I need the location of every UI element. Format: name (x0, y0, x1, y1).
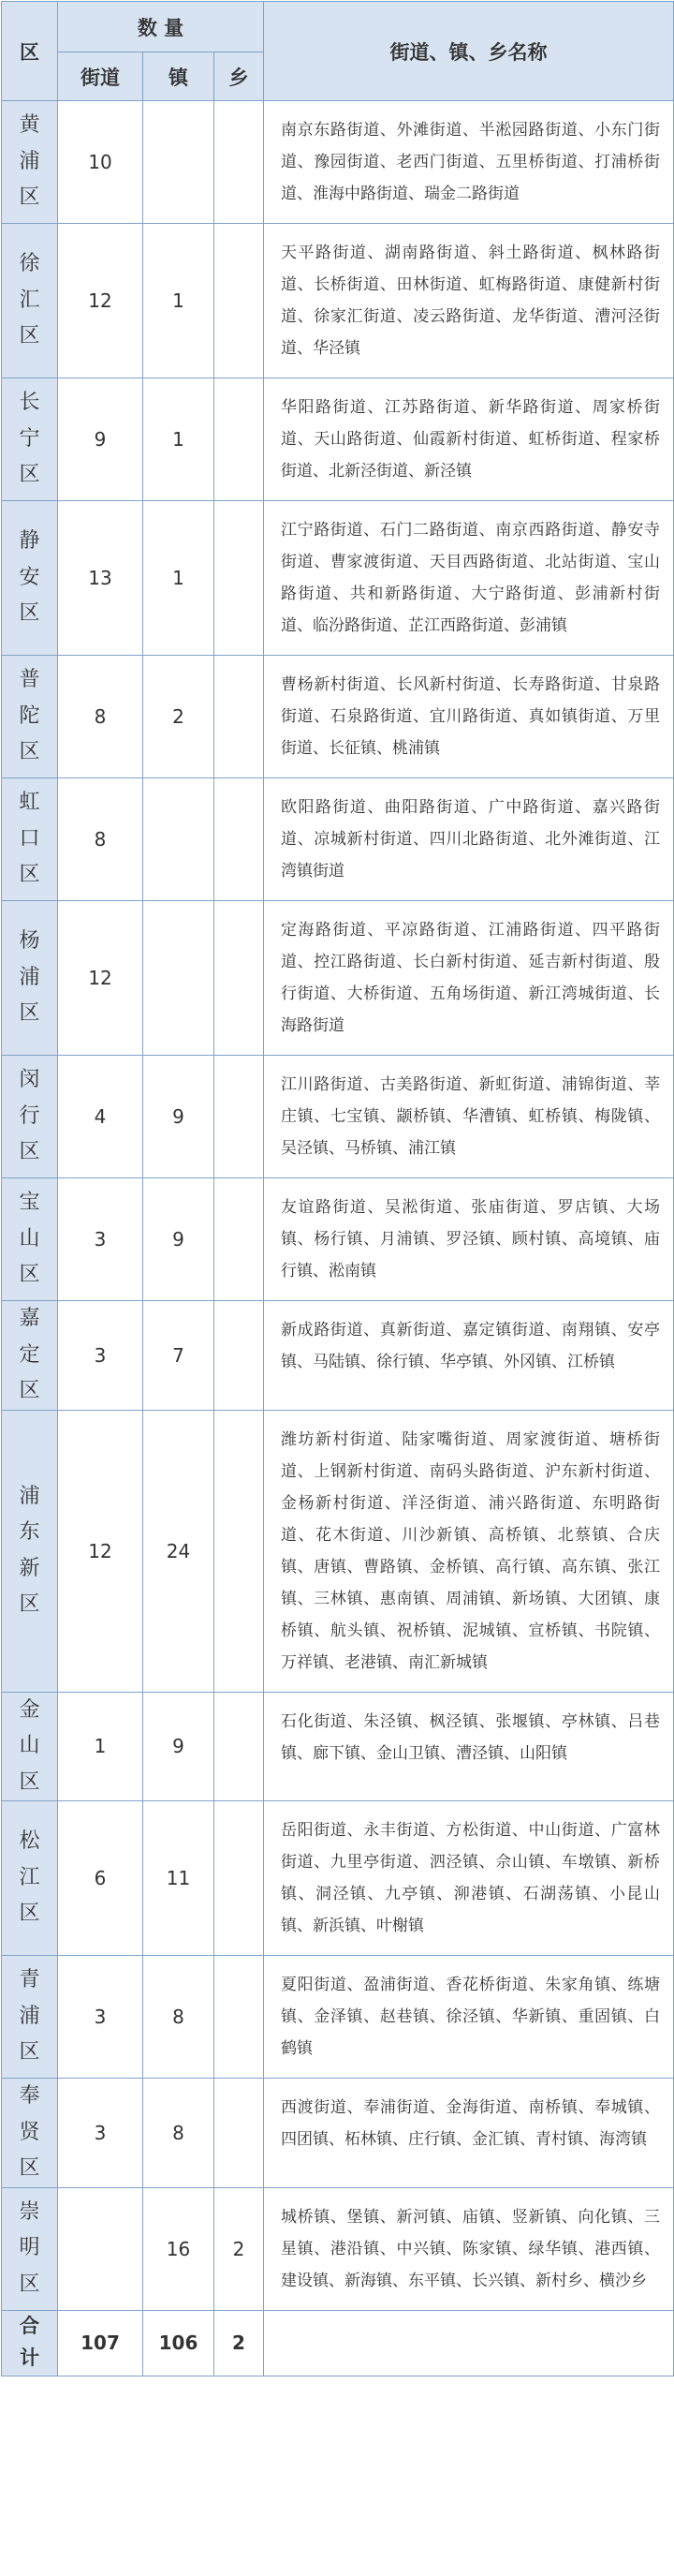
district-char: 松 (19, 1829, 40, 1854)
town-count: 9 (143, 1056, 214, 1178)
town-count: 16 (143, 2187, 214, 2310)
district-char: 黄 (19, 113, 40, 138)
district-name (2, 1056, 58, 1178)
header-names: 街道、镇、乡名称 (264, 2, 674, 101)
table-row (2, 2079, 674, 2188)
street-count: 1 (58, 1692, 143, 1801)
district-char: 浦 (19, 1484, 40, 1508)
district-char: 口 (19, 826, 40, 851)
district-char: 山 (19, 1226, 40, 1251)
district-char: 汇 (19, 288, 40, 312)
township-count (214, 501, 264, 656)
table-row (2, 101, 674, 224)
street-count: 4 (58, 1056, 143, 1178)
township-count (214, 2079, 264, 2188)
district-char: 普 (19, 668, 40, 692)
table-row (2, 656, 674, 778)
table-row (2, 1801, 674, 1956)
district-char: 区 (19, 1140, 40, 1164)
table-row (2, 2187, 674, 2310)
district-char: 浦 (19, 149, 40, 173)
district-char: 区 (19, 1001, 40, 1026)
township-count (214, 1956, 264, 2079)
township-count (214, 1301, 264, 1411)
township-count (214, 224, 264, 378)
town-count: 1 (143, 501, 214, 656)
table-row (2, 1956, 674, 2079)
township-count (214, 1410, 264, 1692)
district-name (2, 901, 58, 1056)
township-count: 2 (214, 2187, 264, 2310)
district-name (2, 1301, 58, 1411)
district-name (2, 656, 58, 778)
header-township: 乡 (214, 52, 264, 101)
district-char: 宁 (19, 426, 40, 451)
total-street: 107 (58, 2310, 143, 2376)
township-count (214, 778, 264, 901)
subdivision-names: 南京东路街道、外滩街道、半淞园路街道、小东门街道、豫园街道、老西门街道、五里桥街道、打浦桥街道、淮海中路街道、瑞金二路街道 (264, 101, 674, 224)
district-char: 江 (19, 1865, 40, 1889)
subdivision-names: 曹杨新村街道、长风新村街道、长寿路街道、甘泉路街道、石泉路街道、宜川路街道、真如镇街道、万里街道、长征镇、桃浦镇 (264, 656, 674, 778)
district-char: 新 (19, 1556, 40, 1580)
district-char: 浦 (19, 2004, 40, 2028)
street-count: 12 (58, 1410, 143, 1692)
district-char: 贤 (19, 2120, 40, 2144)
township-count (214, 901, 264, 1056)
district-char: 东 (19, 1520, 40, 1544)
town-count: 8 (143, 2079, 214, 2188)
district-char: 区 (19, 2156, 40, 2180)
district-name (2, 1692, 58, 1801)
street-count: 13 (58, 501, 143, 656)
header-count: 数 量 (58, 2, 264, 52)
district-char: 区 (19, 863, 40, 887)
district-char: 区 (19, 185, 40, 210)
township-count (214, 1178, 264, 1301)
street-count: 3 (58, 1301, 143, 1411)
district-name (2, 501, 58, 656)
district-char: 区 (19, 740, 40, 764)
total-label (2, 2310, 58, 2376)
subdivision-names: 城桥镇、堡镇、新河镇、庙镇、竖新镇、向化镇、三星镇、港沿镇、中兴镇、陈家镇、绿华镇、港西镇、建设镇、新海镇、东平镇、长兴镇、新村乡、横沙乡 (264, 2187, 674, 2310)
town-count: 24 (143, 1410, 214, 1692)
district-name (2, 378, 58, 501)
street-count: 6 (58, 1801, 143, 1956)
table-row (2, 501, 674, 656)
subdivision-names: 西渡街道、奉浦街道、金海街道、南桥镇、奉城镇、四团镇、柘林镇、庄行镇、金汇镇、青村镇、海湾镇 (264, 2079, 674, 2188)
subdivision-names: 定海路街道、平凉路街道、江浦路街道、四平路街道、控江路街道、长白新村街道、延吉新村街道、殷行街道、大桥街道、五角场街道、新江湾城街道、长海路街道 (264, 901, 674, 1056)
district-char: 明 (19, 2236, 40, 2260)
township-count (214, 1692, 264, 1801)
district-char: 定 (19, 1342, 40, 1367)
street-count (58, 2187, 143, 2310)
district-char: 虹 (19, 791, 40, 815)
subdivision-names: 新成路街道、真新街道、嘉定镇街道、南翔镇、安亭镇、马陆镇、徐行镇、华亭镇、外冈镇、江桥镇 (264, 1301, 674, 1411)
header-town: 镇 (143, 52, 214, 101)
township-count (214, 656, 264, 778)
district-char: 金 (19, 1697, 40, 1722)
header-district: 区 (2, 2, 58, 101)
table-row (2, 1178, 674, 1301)
subdivision-names: 石化街道、朱泾镇、枫泾镇、张堰镇、亭林镇、吕巷镇、廊下镇、金山卫镇、漕泾镇、山阳镇 (264, 1692, 674, 1801)
township-count (214, 1801, 264, 1956)
table-row (2, 1692, 674, 1801)
street-count: 12 (58, 224, 143, 378)
subdivision-names: 华阳路街道、江苏路街道、新华路街道、周家桥街道、天山路街道、仙霞新村街道、虹桥街道、程家桥街道、北新泾街道、新泾镇 (264, 378, 674, 501)
township-count (214, 1056, 264, 1178)
district-char: 区 (19, 463, 40, 487)
district-name (2, 1410, 58, 1692)
district-name (2, 101, 58, 224)
district-char: 区 (19, 1769, 40, 1794)
subdivision-names: 潍坊新村街道、陆家嘴街道、周家渡街道、塘桥街道、上钢新村街道、南码头路街道、沪东新村街道、金杨新村街道、洋泾街道、浦兴路街道、东明路街道、花木街道、川沙新镇、高桥镇、北蔡镇、合庆镇、唐镇、曹路镇、金桥镇、高行镇、高东镇、张江镇、三林镇、惠南镇、周浦镇、新场镇、大团镇、康桥镇、航头镇、祝桥镇、泥城镇、宣桥镇、书院镇、万祥镇、老港镇、南汇新城镇 (264, 1410, 674, 1692)
town-count (143, 901, 214, 1056)
district-char: 青 (19, 1968, 40, 1992)
district-char: 区 (19, 1902, 40, 1926)
street-count: 10 (58, 101, 143, 224)
district-char: 区 (19, 601, 40, 626)
district-char: 嘉 (19, 1307, 40, 1330)
district-char: 区 (19, 2040, 40, 2065)
district-char: 静 (19, 529, 40, 554)
district-name (2, 224, 58, 378)
subdivision-names: 天平路街道、湖南路街道、斜土路街道、枫林路街道、长桥街道、田林街道、虹梅路街道、康健新村街道、徐家汇街道、凌云路街道、龙华街道、漕河泾街道、华泾镇 (264, 224, 674, 378)
district-char: 奉 (19, 2084, 40, 2108)
district-char: 长 (19, 391, 40, 415)
street-count: 8 (58, 778, 143, 901)
street-count: 3 (58, 1178, 143, 1301)
district-name (2, 1178, 58, 1301)
district-char: 区 (19, 1379, 40, 1402)
district-char: 闵 (19, 1068, 40, 1092)
subdivision-names: 欧阳路街道、曲阳路街道、广中路街道、嘉兴路街道、凉城新村街道、四川北路街道、北外滩街道、江湾镇街道 (264, 778, 674, 901)
district-name (2, 1801, 58, 1956)
town-count: 1 (143, 224, 214, 378)
table-row (2, 1301, 674, 1411)
township-count (214, 378, 264, 501)
district-char: 区 (19, 2272, 40, 2296)
town-count: 11 (143, 1801, 214, 1956)
table-row (2, 1056, 674, 1178)
street-count: 3 (58, 1956, 143, 2079)
district-char: 浦 (19, 965, 40, 989)
subdivision-names: 江川路街道、古美路街道、新虹街道、浦锦街道、莘庄镇、七宝镇、颛桥镇、华漕镇、虹桥镇、梅陇镇、吴泾镇、马桥镇、浦江镇 (264, 1056, 674, 1178)
district-name (2, 1956, 58, 2079)
town-count: 1 (143, 378, 214, 501)
district-char: 区 (19, 1263, 40, 1287)
street-count: 9 (58, 378, 143, 501)
district-name (2, 2187, 58, 2310)
town-count: 8 (143, 1956, 214, 2079)
table-row (2, 778, 674, 901)
district-char: 宝 (19, 1191, 40, 1215)
street-count: 8 (58, 656, 143, 778)
subdivision-names: 夏阳街道、盈浦街道、香花桥街道、朱家角镇、练塘镇、金泽镇、赵巷镇、徐泾镇、华新镇、重固镇、白鹤镇 (264, 1956, 674, 2079)
street-count: 12 (58, 901, 143, 1056)
town-count: 9 (143, 1178, 214, 1301)
total-town: 106 (143, 2310, 214, 2376)
district-char: 杨 (19, 929, 40, 954)
town-count: 7 (143, 1301, 214, 1411)
total-label-char: 计 (20, 2347, 39, 2369)
table-row (2, 1410, 674, 1692)
total-names-empty (264, 2310, 674, 2376)
table-row (2, 224, 674, 378)
district-table (1, 1, 674, 2376)
district-char: 徐 (19, 252, 40, 276)
district-char: 安 (19, 565, 40, 589)
total-label-char: 合 (20, 2315, 39, 2338)
township-count (214, 101, 264, 224)
district-char: 区 (19, 1592, 40, 1616)
table-row (2, 378, 674, 501)
total-township: 2 (214, 2310, 264, 2376)
district-name (2, 2079, 58, 2188)
subdivision-names: 江宁路街道、石门二路街道、南京西路街道、静安寺街道、曹家渡街道、天目西路街道、北站街道、宝山路街道、共和新路街道、大宁路街道、彭浦新村街道、临汾路街道、芷江西路街道、彭浦镇 (264, 501, 674, 656)
subdivision-names: 岳阳街道、永丰街道、方松街道、中山街道、广富林街道、九里亭街道、泗泾镇、佘山镇、车墩镇、新桥镇、洞泾镇、九亭镇、泖港镇、石湖荡镇、小昆山镇、新浜镇、叶榭镇 (264, 1801, 674, 1956)
town-count (143, 778, 214, 901)
district-char: 陀 (19, 703, 40, 728)
town-count: 2 (143, 656, 214, 778)
table-row (2, 901, 674, 1056)
town-count (143, 101, 214, 224)
street-count: 3 (58, 2079, 143, 2188)
subdivision-names: 友谊路街道、吴淞街道、张庙街道、罗店镇、大场镇、杨行镇、月浦镇、罗泾镇、顾村镇、高境镇、庙行镇、淞南镇 (264, 1178, 674, 1301)
town-count: 9 (143, 1692, 214, 1801)
district-char: 行 (19, 1103, 40, 1128)
district-name (2, 778, 58, 901)
district-char: 山 (19, 1734, 40, 1757)
district-char: 区 (19, 324, 40, 348)
district-char: 崇 (19, 2199, 40, 2224)
header-street: 街道 (58, 52, 143, 101)
